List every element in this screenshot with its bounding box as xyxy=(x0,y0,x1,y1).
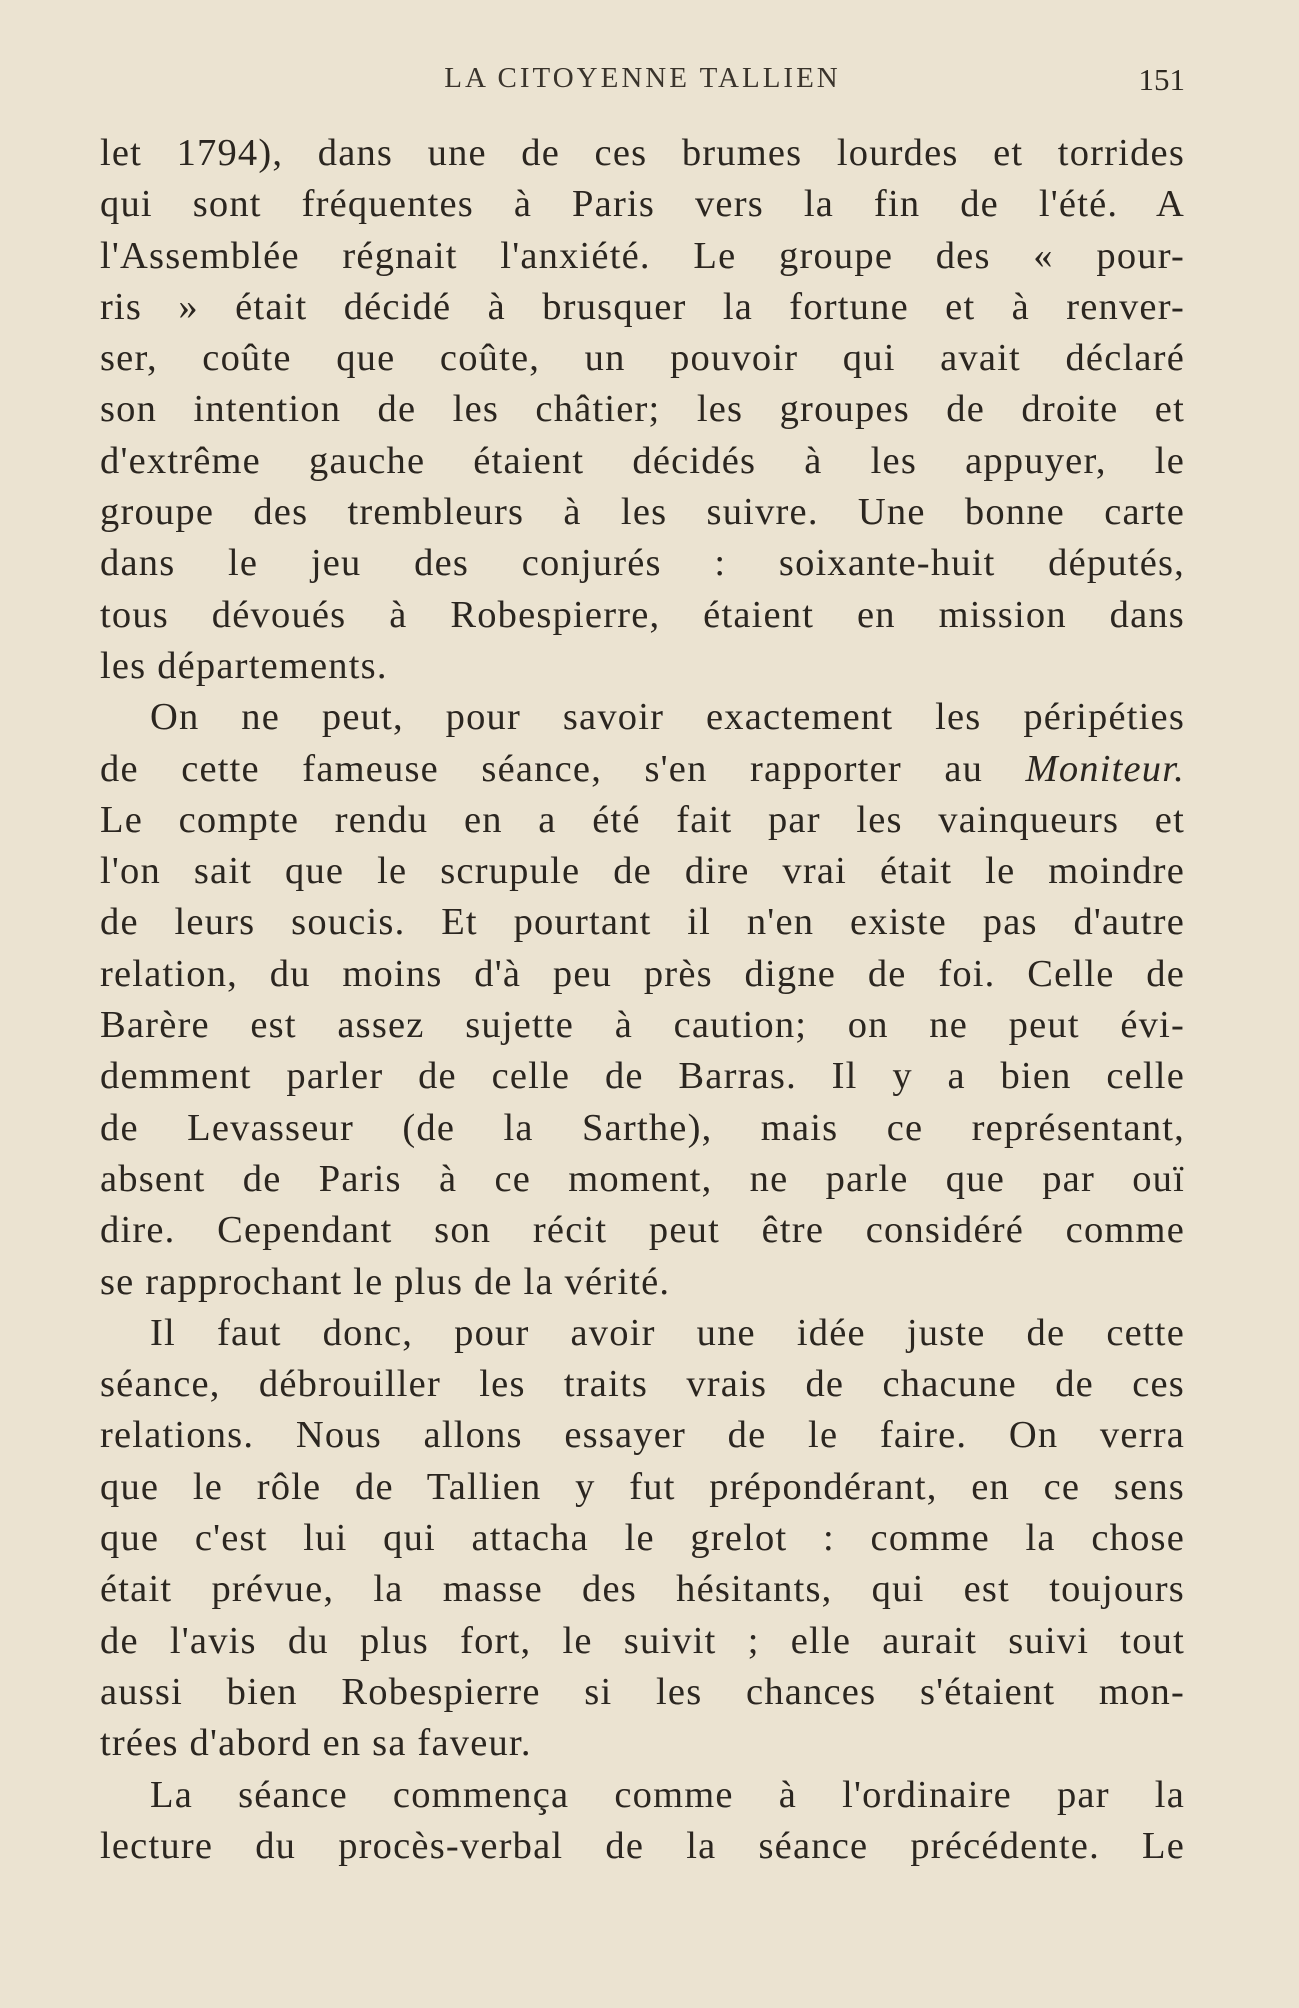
text-line: Le compte rendu en a été fait par les vainqueurs et xyxy=(100,798,1185,841)
text-fragment: Moniteur xyxy=(1025,747,1175,790)
text-line: lecture du procès-verbal de la séance précédente. Le xyxy=(100,1824,1185,1867)
text-fragment: de cette fameuse séance, s'en rapporter au xyxy=(100,747,984,790)
text-line: séance, débrouiller les traits vrais de chacune de ces xyxy=(100,1363,1185,1406)
text-line: Il faut donc, pour avoir une idée juste de cette xyxy=(150,1311,1185,1354)
paragraph-1 xyxy=(100,128,1185,692)
text-line: qui sont fréquentes à Paris vers la fin de l'été. A xyxy=(100,183,1185,226)
paragraph-3 xyxy=(100,1308,1185,1770)
text-line: Barère est assez sujette à caution; on ne peut évi- xyxy=(100,1004,1185,1047)
text-line: trées d'abord en sa faveur. xyxy=(100,1722,532,1765)
text-line: était prévue, la masse des hésitants, qui est toujours xyxy=(100,1568,1185,1611)
text-line: son intention de les châtier; les groupes de droite et xyxy=(100,388,1185,431)
page-header xyxy=(100,62,1185,102)
text-line: La séance commença comme à l'ordinaire par la xyxy=(150,1773,1185,1816)
text-line: de Levasseur (de la Sarthe), mais ce représentant, xyxy=(100,1106,1185,1149)
text-line: groupe des trembleurs à les suivre. Une bonne carte xyxy=(100,491,1185,534)
page-number: 151 xyxy=(1138,62,1185,97)
text-line: tous dévoués à Robespierre, étaient en mission dans xyxy=(100,593,1185,636)
text-line: ser, coûte que coûte, un pouvoir qui avait déclaré xyxy=(100,337,1185,380)
text-fragment: . xyxy=(1174,747,1185,790)
text-line: que c'est lui qui attacha le grelot : comme la chose xyxy=(100,1517,1185,1560)
text-line: relation, du moins d'à peu près digne de foi. Celle de xyxy=(100,952,1185,995)
text-line: demment parler de celle de Barras. Il y a bien celle xyxy=(100,1055,1185,1098)
running-title: LA CITOYENNE TALLIEN xyxy=(444,62,841,94)
text-line: l'Assemblée régnait l'anxiété. Le groupe des « pour- xyxy=(100,234,1185,277)
text-line: de leurs soucis. Et pourtant il n'en existe pas d'autre xyxy=(100,901,1185,944)
text-line: d'extrême gauche étaient décidés à les appuyer, le xyxy=(100,439,1185,482)
text-line xyxy=(100,744,1185,795)
text-line: let 1794), dans une de ces brumes lourdes et torrides xyxy=(100,132,1185,174)
text-line: aussi bien Robespierre si les chances s'étaient mon- xyxy=(100,1670,1185,1713)
text-line: dans le jeu des conjurés : soixante-huit députés, xyxy=(100,542,1185,585)
text-line: relations. Nous allons essayer de le faire. On verra xyxy=(100,1414,1185,1457)
text-line: de l'avis du plus fort, le suivit ; elle aurait suivi tout xyxy=(100,1619,1185,1662)
text-line: se rapprochant le plus de la vérité. xyxy=(100,1260,671,1303)
body-text xyxy=(100,128,1185,1872)
text-line: ris » était décidé à brusquer la fortune et à renver- xyxy=(100,285,1185,328)
text-line: dire. Cependant son récit peut être considéré comme xyxy=(100,1209,1185,1252)
text-line: que le rôle de Tallien y fut prépondérant, en ce sens xyxy=(100,1465,1185,1508)
text-line: absent de Paris à ce moment, ne parle que par ouï xyxy=(100,1157,1185,1200)
text-line: On ne peut, pour savoir exactement les péripéties xyxy=(150,696,1185,739)
paragraph-2 xyxy=(100,692,1185,1308)
moniteur-title xyxy=(1026,748,1185,790)
text-line: les départements. xyxy=(100,644,388,687)
text-line: l'on sait que le scrupule de dire vrai était le moindre xyxy=(100,850,1185,893)
paragraph-4 xyxy=(100,1770,1185,1873)
